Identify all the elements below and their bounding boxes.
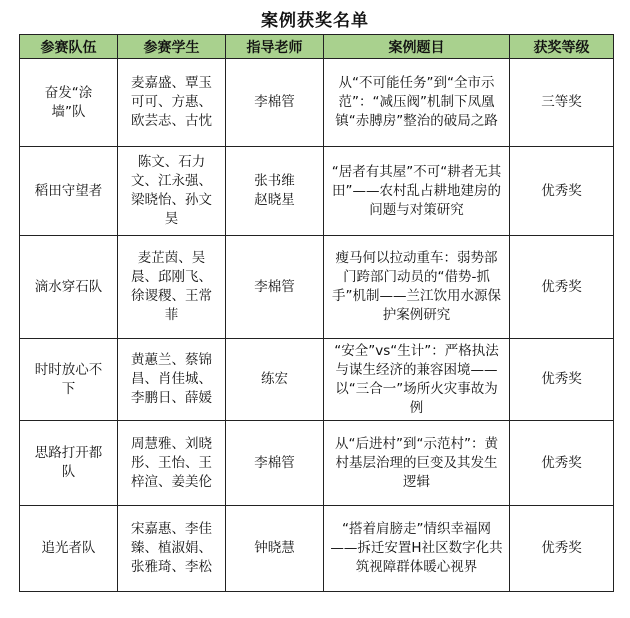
table-row	[20, 506, 614, 592]
case-cell: 瘦马何以拉动重车：弱势部门跨部门动员的“借势-抓手”机制——兰江饮用水源保护案例研究	[324, 236, 510, 339]
award-table	[19, 34, 614, 592]
case-cell: “安全”vs“生计”：严格执法与谋生经济的兼容困境——以“三合一”场所火灾事故为例	[324, 339, 510, 421]
team-cell: 思路打开都队	[20, 421, 118, 506]
award-cell: 优秀奖	[510, 147, 614, 236]
advisor-cell: 李棉管	[226, 421, 324, 506]
table-row	[20, 236, 614, 339]
award-cell: 优秀奖	[510, 421, 614, 506]
team-cell: 稻田守望者	[20, 147, 118, 236]
advisor-cell: 练宏	[226, 339, 324, 421]
header-advisor: 指导老师	[226, 35, 324, 59]
award-cell: 三等奖	[510, 59, 614, 147]
header-award: 获奖等级	[510, 35, 614, 59]
team-cell: 时时放心不下	[20, 339, 118, 421]
team-cell: 追光者队	[20, 506, 118, 592]
page-title: 案例获奖名单	[261, 11, 369, 31]
header-row	[20, 35, 614, 59]
students-cell: 麦芷茵、吴晨、邱刚飞、徐谡稷、王常菲	[118, 236, 226, 339]
table-row	[20, 59, 614, 147]
table-row	[20, 339, 614, 421]
award-cell: 优秀奖	[510, 339, 614, 421]
case-cell: “居者有其屋”不可“耕者无其田”——农村乱占耕地建房的问题与对策研究	[324, 147, 510, 236]
advisor-cell: 张书维 赵晓星	[226, 147, 324, 236]
team-cell: 滴水穿石队	[20, 236, 118, 339]
students-cell: 周慧雅、刘晓彤、王怡、王梓渲、姜美伦	[118, 421, 226, 506]
header-team: 参赛队伍	[20, 35, 118, 59]
table-row	[20, 147, 614, 236]
students-cell: 宋嘉惠、李佳臻、植淑娟、张雅琦、李松	[118, 506, 226, 592]
students-cell: 麦嘉盛、覃玉可可、方惠、欧芸志、古忱	[118, 59, 226, 147]
team-cell: 奋发“涂墙”队	[20, 59, 118, 147]
students-cell: 黄蕙兰、蔡锦昌、肖佳城、李鹏日、薛媛	[118, 339, 226, 421]
advisor-cell: 李棉管	[226, 236, 324, 339]
award-cell: 优秀奖	[510, 506, 614, 592]
header-students: 参赛学生	[118, 35, 226, 59]
case-cell: 从“不可能任务”到“全市示范”：“减压阀”机制下凤凰镇“赤膊房”整治的破局之路	[324, 59, 510, 147]
table-row	[20, 421, 614, 506]
header-case: 案例题目	[324, 35, 510, 59]
case-cell: 从“后进村”到“示范村”：黄村基层治理的巨变及其发生逻辑	[324, 421, 510, 506]
advisor-cell: 李棉管	[226, 59, 324, 147]
case-cell: “搭着肩膀走”情织幸福网——拆迁安置H社区数字化共筑视障群体暖心视界	[324, 506, 510, 592]
award-cell: 优秀奖	[510, 236, 614, 339]
students-cell: 陈文、石力文、江永强、梁晓怡、孙文昊	[118, 147, 226, 236]
advisor-cell: 钟晓慧	[226, 506, 324, 592]
